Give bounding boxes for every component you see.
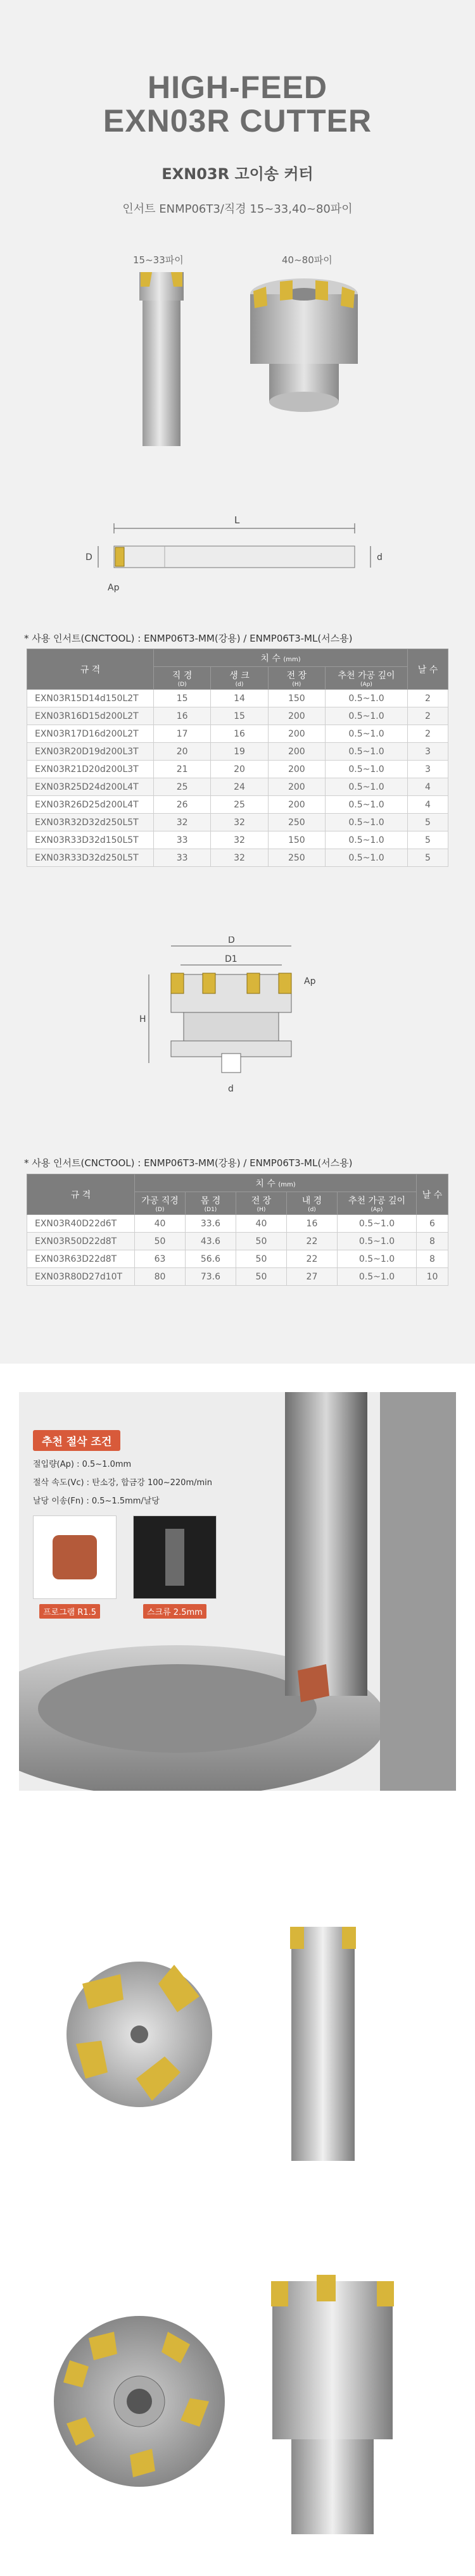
face-mill-images (19, 2243, 456, 2541)
value-cell: 0.5~1.0 (326, 849, 408, 867)
label-d: d (377, 552, 383, 563)
header-dimensions: 치 수 (mm) (154, 649, 408, 667)
value-cell: 3 (408, 743, 448, 761)
table-row (27, 1268, 448, 1286)
header-spec: 규 격 (27, 649, 154, 690)
table-row (27, 1250, 448, 1268)
model-code-cell: EXN03R26D25d200L4T (27, 796, 154, 814)
table-row (27, 1215, 448, 1233)
value-cell: 50 (236, 1250, 286, 1268)
value-cell: 0.5~1.0 (337, 1215, 416, 1233)
face-mill-image (241, 269, 367, 421)
condition-vc: 절삭 속도(Vc) : 탄소강, 합금강 100~220m/min (33, 1478, 213, 1488)
insert-thumbnail (33, 1515, 117, 1599)
value-cell: 200 (268, 796, 325, 814)
table-row (27, 849, 448, 867)
model-code-cell: EXN03R63D22d8T (27, 1250, 135, 1268)
value-cell: 0.5~1.0 (337, 1250, 416, 1268)
model-code-cell: EXN03R17D16d200L2T (27, 725, 154, 743)
value-cell: 33 (154, 831, 211, 849)
insert-image (53, 1535, 97, 1579)
value-cell: 16 (211, 725, 268, 743)
value-cell: 0.5~1.0 (326, 796, 408, 814)
value-cell: 0.5~1.0 (326, 725, 408, 743)
value-cell: 200 (268, 707, 325, 725)
value-cell: 63 (135, 1250, 186, 1268)
subtitle: EXN03R 고이송 커터 (162, 165, 314, 183)
value-cell: 2 (408, 707, 448, 725)
title-line-2: EXN03R CUTTER (103, 103, 372, 139)
value-cell: 250 (268, 814, 325, 831)
value-cell: 200 (268, 743, 325, 761)
table2-col-header-4: 추천 가공 깊이 (Ap) (337, 1192, 416, 1215)
value-cell: 24 (211, 778, 268, 796)
shank-cutter-image (120, 269, 209, 446)
table-row (27, 725, 448, 743)
table-row (27, 761, 448, 778)
value-cell: 250 (268, 849, 325, 867)
label-H: H (139, 1014, 146, 1024)
model-code-cell: EXN03R16D15d200L2T (27, 707, 154, 725)
value-cell: 32 (211, 849, 268, 867)
value-cell: 4 (408, 778, 448, 796)
insert-tag: 프로그램 R1.5 (39, 1604, 100, 1619)
value-cell: 2 (408, 690, 448, 707)
face-mill-dimension-diagram (136, 936, 345, 1101)
model-code-cell: EXN03R33D32d250L5T (27, 849, 154, 867)
model-code-cell: EXN03R80D27d10T (27, 1268, 135, 1286)
header-dimensions: 치 수 (mm) (135, 1174, 417, 1192)
value-cell: 5 (408, 831, 448, 849)
face-mill-photo (19, 2243, 456, 2541)
table2-col-header-1: 몸 경 (D1) (185, 1192, 236, 1215)
table1-col-header-1: 생 크 (d) (211, 667, 268, 690)
small-cutter-photo (19, 1889, 456, 2167)
value-cell: 32 (211, 831, 268, 849)
model-code-cell: EXN03R33D32d150L5T (27, 831, 154, 849)
value-cell: 20 (211, 761, 268, 778)
table2-col-header-2: 전 장 (H) (236, 1192, 286, 1215)
table-row (27, 743, 448, 761)
value-cell: 25 (154, 778, 211, 796)
screw-image (165, 1529, 184, 1586)
value-cell: 14 (211, 690, 268, 707)
value-cell: 22 (286, 1250, 337, 1268)
value-cell: 150 (268, 831, 325, 849)
title-line-1: HIGH-FEED (148, 70, 327, 105)
value-cell: 50 (236, 1233, 286, 1250)
value-cell: 2 (408, 725, 448, 743)
description: 인서트 ENMP06T3/직경 15~33,40~80파이 (122, 202, 353, 216)
small-cutter-images (19, 1889, 456, 2167)
table-row (27, 707, 448, 725)
value-cell: 17 (154, 725, 211, 743)
value-cell: 150 (268, 690, 325, 707)
value-cell: 50 (236, 1268, 286, 1286)
value-cell: 15 (211, 707, 268, 725)
table-row (27, 690, 448, 707)
value-cell: 56.6 (185, 1250, 236, 1268)
value-cell: 0.5~1.0 (326, 814, 408, 831)
condition-fn: 날당 이송(Fn) : 0.5~1.5mm/날당 (33, 1496, 160, 1506)
value-cell: 0.5~1.0 (326, 761, 408, 778)
left-caption: 15~33파이 (133, 254, 184, 266)
header-teeth: 날 수 (408, 649, 448, 690)
cutting-conditions-photo (19, 1392, 456, 1791)
value-cell: 27 (286, 1268, 337, 1286)
model-code-cell: EXN03R15D14d150L2T (27, 690, 154, 707)
table2-col-header-3: 내 경 (d) (286, 1192, 337, 1215)
screw-thumbnail (133, 1515, 217, 1599)
screw-tag: 스크류 2.5mm (143, 1604, 206, 1619)
value-cell: 8 (417, 1250, 448, 1268)
table2-col-header-0: 가공 직경 (D) (135, 1192, 186, 1215)
value-cell: 22 (286, 1233, 337, 1250)
value-cell: 32 (211, 814, 268, 831)
value-cell: 16 (154, 707, 211, 725)
model-code-cell: EXN03R32D32d250L5T (27, 814, 154, 831)
condition-ap: 절입량(Ap) : 0.5~1.0mm (33, 1460, 132, 1469)
face-mill-spec-table (27, 1174, 448, 1286)
value-cell: 40 (236, 1215, 286, 1233)
label-Ap: Ap (304, 976, 316, 986)
value-cell: 0.5~1.0 (326, 831, 408, 849)
table-row (27, 814, 448, 831)
model-code-cell: EXN03R20D19d200L3T (27, 743, 154, 761)
value-cell: 3 (408, 761, 448, 778)
right-caption: 40~80파이 (282, 254, 332, 266)
value-cell: 25 (211, 796, 268, 814)
value-cell: 50 (135, 1233, 186, 1250)
value-cell: 73.6 (185, 1268, 236, 1286)
model-code-cell: EXN03R21D20d200L3T (27, 761, 154, 778)
model-code-cell: EXN03R50D22d8T (27, 1233, 135, 1250)
table-row (27, 1233, 448, 1250)
value-cell: 40 (135, 1215, 186, 1233)
value-cell: 0.5~1.0 (326, 690, 408, 707)
conditions-title: 추천 절삭 조건 (33, 1430, 120, 1451)
value-cell: 0.5~1.0 (326, 778, 408, 796)
value-cell: 26 (154, 796, 211, 814)
label-D1: D1 (225, 954, 238, 964)
label-Ap: Ap (108, 583, 120, 593)
table-row (27, 778, 448, 796)
table1-col-header-3: 추천 가공 깊이 (Ap) (326, 667, 408, 690)
value-cell: 10 (417, 1268, 448, 1286)
value-cell: 32 (154, 814, 211, 831)
value-cell: 200 (268, 725, 325, 743)
value-cell: 6 (417, 1215, 448, 1233)
value-cell: 15 (154, 690, 211, 707)
table-row (27, 796, 448, 814)
value-cell: 0.5~1.0 (337, 1268, 416, 1286)
value-cell: 200 (268, 761, 325, 778)
value-cell: 4 (408, 796, 448, 814)
model-code-cell: EXN03R25D24d200L4T (27, 778, 154, 796)
table1-col-header-0: 직 경 (D) (154, 667, 211, 690)
value-cell: 5 (408, 849, 448, 867)
table-row (27, 831, 448, 849)
table2-note: * 사용 인서트(CNCTOOL) : ENMP06T3-MM(강용) / ENMP06T3-ML(서스용) (24, 1157, 353, 1169)
value-cell: 16 (286, 1215, 337, 1233)
value-cell: 8 (417, 1233, 448, 1250)
label-d: d (228, 1084, 234, 1094)
table1-note: * 사용 인서트(CNCTOOL) : ENMP06T3-MM(강용) / ENMP06T3-ML(서스용) (24, 633, 353, 644)
label-D: D (86, 552, 92, 563)
conditions-box (33, 1430, 223, 1506)
value-cell: 21 (154, 761, 211, 778)
table1-col-header-2: 전 장 (H) (268, 667, 325, 690)
value-cell: 19 (211, 743, 268, 761)
header-teeth: 날 수 (417, 1174, 448, 1215)
value-cell: 200 (268, 778, 325, 796)
model-code-cell: EXN03R40D22d6T (27, 1215, 135, 1233)
value-cell: 80 (135, 1268, 186, 1286)
value-cell: 0.5~1.0 (326, 743, 408, 761)
value-cell: 0.5~1.0 (326, 707, 408, 725)
value-cell: 43.6 (185, 1233, 236, 1250)
header-spec: 규 격 (27, 1174, 135, 1215)
value-cell: 5 (408, 814, 448, 831)
shank-dimension-diagram (63, 516, 412, 598)
value-cell: 33.6 (185, 1215, 236, 1233)
label-L: L (234, 516, 240, 526)
shank-spec-table (27, 649, 448, 867)
value-cell: 20 (154, 743, 211, 761)
value-cell: 0.5~1.0 (337, 1233, 416, 1250)
label-D: D (228, 936, 235, 945)
value-cell: 33 (154, 849, 211, 867)
